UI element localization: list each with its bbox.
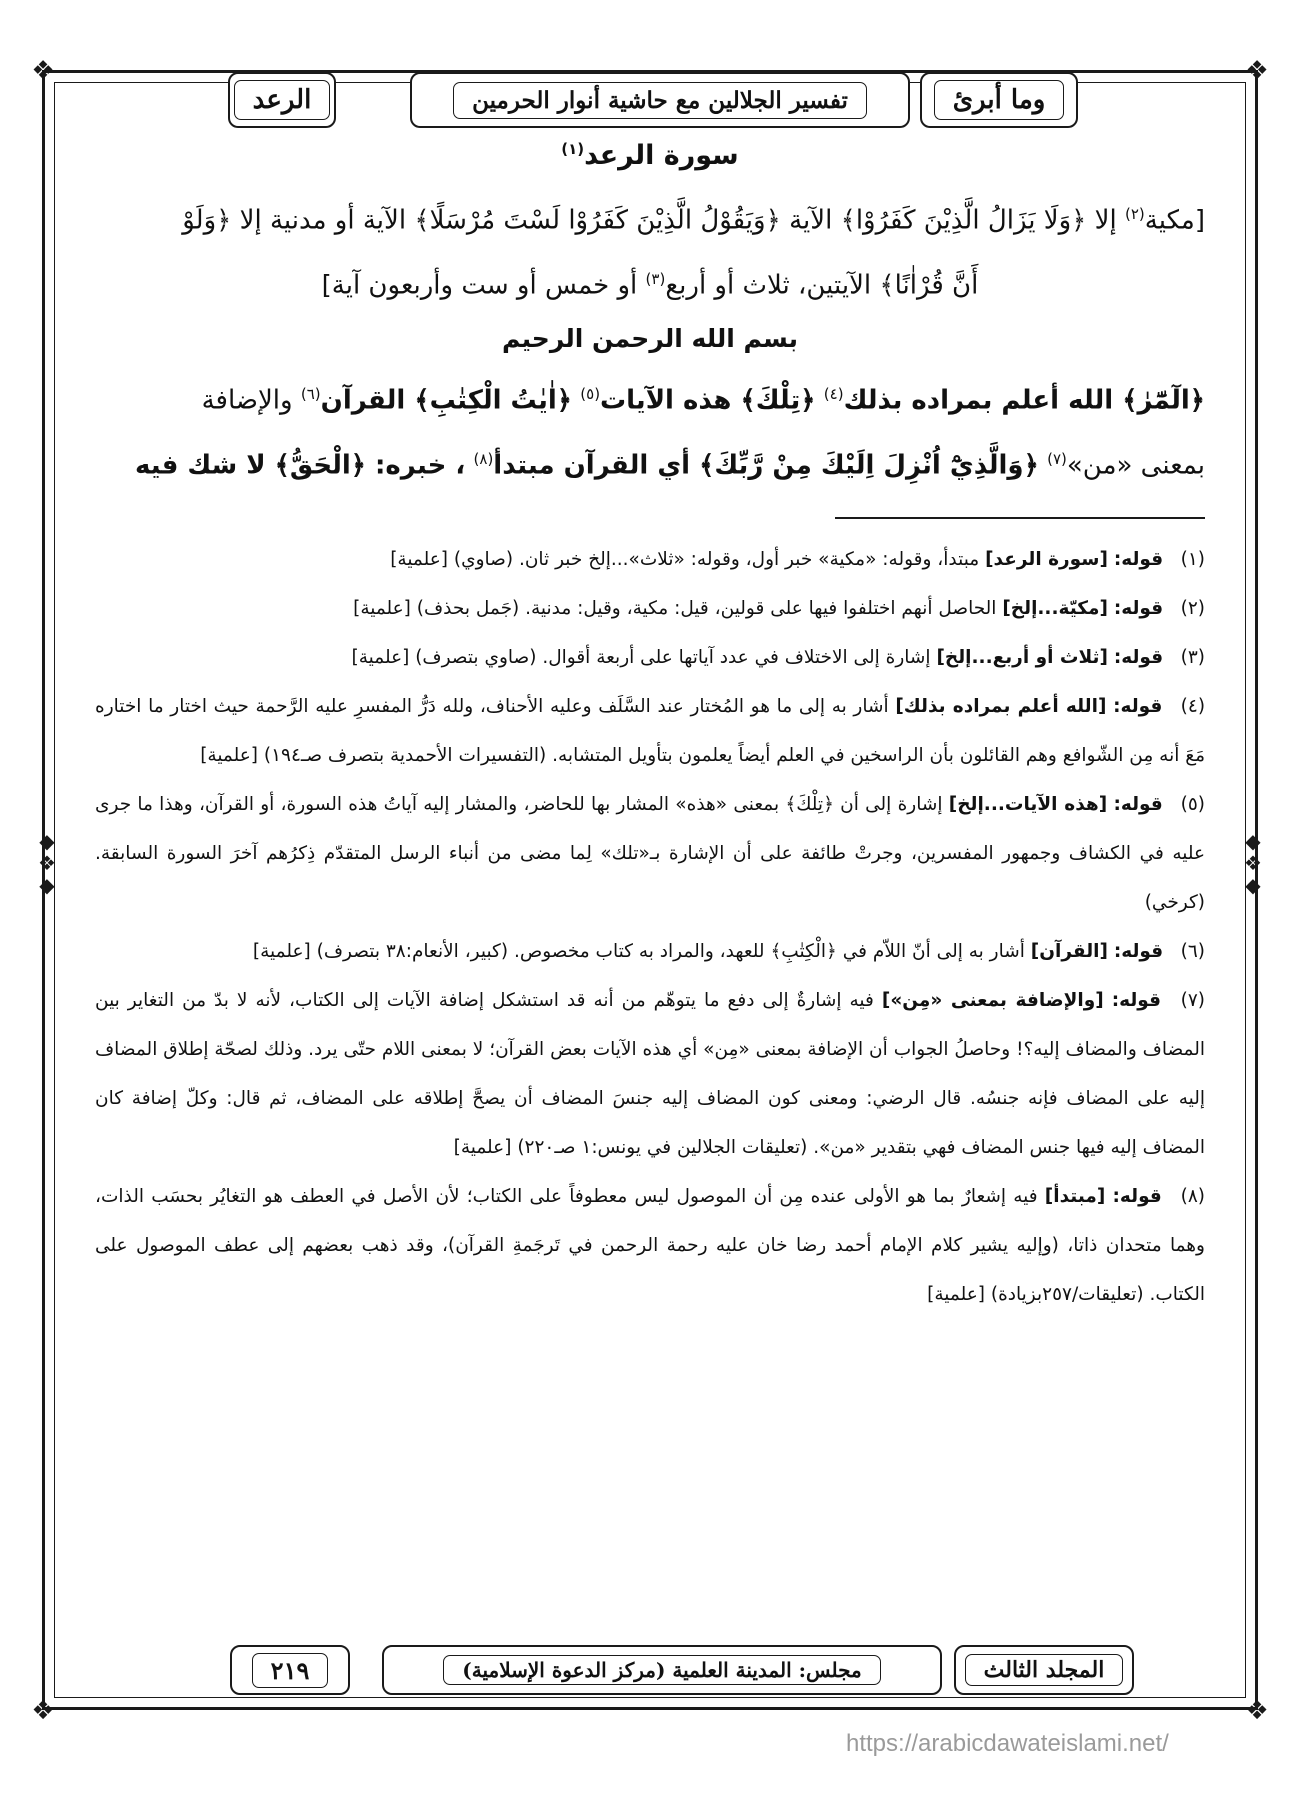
- page-number-box: [230, 1645, 350, 1695]
- header-juz-label: وما أبرئ: [934, 80, 1065, 120]
- watermark-url: https://arabicdawateislami.net/: [846, 1730, 1169, 1757]
- footnote-separator: [835, 517, 1205, 519]
- footnote: (٥) قوله: [هذه الآيات...إلخ] إشارة إلى أن ﴿تِلْكَ﴾ بمعنى «هذه» المشار بها للحاضر، والمشار إليه آياتُ هذه السورة، أو القرآن، وهذا ما جرى عليه في الكشاف وجمهور المفسرين، وجرتْ طائفة على أن الإشارة بـ«تلك» لِما مضى من أنباء الرسل المتقدّم ذِكرُهم آخرَ السورة السابقة. (كرخي): [95, 793, 1205, 913]
- basmala: بسم الله الرحمن الرحيم: [502, 324, 798, 354]
- publisher-label: مجلس: المدينة العلمية (مركز الدعوة الإسلامية): [443, 1655, 880, 1685]
- footnote: (٤) قوله: [الله أعلم بمراده بذلك] أشار به إلى ما هو المُختار عند السَّلَف وعليه الأحناف، ولله دَرُّ المفسرِ عليه الرَّحمة حيث اختار ما اختاره مَعَ أنه مِن الشّوافع وهم القائلون بأن الراسخين في العلم أيضاً يعلمون بتأويل المتشابه. (التفسيرات الأحمدية بتصرف صـ١٩٤) [علمية]: [95, 695, 1206, 766]
- footnote: (١) قوله: [سورة الرعد] مبتدأ، وقوله: «مكية» خبر أول، وقوله: «ثلاث»...إلخ خبر ثان. (صاوي) [علمية]: [390, 548, 1205, 570]
- footnote: (٣) قوله: [ثلاث أو أربع...إلخ] إشارة إلى الاختلاف في عدد آياتها على أربعة أقوال. (صاوي بتصرف) [علمية]: [351, 646, 1205, 668]
- header-juz-box: [920, 72, 1078, 128]
- main-text-line-4: بمعنى «من»$^{(٧)}$ ﴿وَالَّذِيْٓ اُنْزِلَ اِلَيْكَ مِنْ رَّبِّكَ﴾ أي القرآن مبتدأ$^{(٨)}$ ، خبره: ﴿الْحَقُّ﴾ لا شك فيه: [134, 449, 1205, 481]
- footnote: (٨) قوله: [مبتدأ] فيه إشعارٌ بما هو الأولى عنده مِن أن الموصول ليس معطوفاً على الكتاب؛ لأن الأصل في العطف هو التغايُر بحسَب الذات، وهما متحدان ذاتا، (وإليه يشير كلام الإمام أحمد رضا خان عليه رحمة الرحمن في تَرجَمةِ القرآن)، وقد ذهب بعضهم إلى عطف الموصول على الكتاب. (تعليقات/٢٥٧بزيادة) [علمية]: [95, 1185, 1205, 1305]
- main-text-line-1: [مكية$^{(٢)}$ إلا ﴿وَلَا يَزَالُ الَّذِيْنَ كَفَرُوْا﴾ الآية ﴿وَيَقُوْلُ الَّذِيْنَ كَفَرُوْا لَسْتَ مُرْسَلًا﴾ الآية أو مدنية إلا ﴿وَلَوْ: [182, 205, 1205, 236]
- header-book-title: تفسير الجلالين مع حاشية أنوار الحرمين: [453, 82, 867, 119]
- volume-box: [954, 1645, 1134, 1695]
- footnote: (٦) قوله: [القرآن] أشار به إلى أنّ اللاّم في ﴿الْكِتٰبِ﴾ للعهد، والمراد به كتاب مخصوص. (كبير، الأنعام:٣٨ بتصرف) [علمية]: [252, 940, 1205, 962]
- header-chapter-label: الرعد: [234, 80, 331, 120]
- side-ornament-icon: ◆ ❖ ◆: [1244, 829, 1262, 897]
- corner-ornament-icon: ❖: [1245, 56, 1269, 86]
- volume-label: المجلد الثالث: [965, 1654, 1124, 1686]
- side-ornament-icon: ◆ ❖ ◆: [38, 829, 56, 897]
- footnotes: [95, 535, 1205, 1319]
- main-text-line-2: أَنَّ قُرْاٰنًا﴾ الآيتين، ثلاث أو أربع$^{(٣)}$ أو خمس أو ست وأربعون آية]: [321, 269, 979, 301]
- sura-title: سورة الرعد$^{(١)}$: [561, 140, 739, 171]
- corner-ornament-icon: ❖: [1245, 1696, 1269, 1726]
- footnote: (٧) قوله: [والإضافة بمعنى «مِن»] فيه إشارةٌ إلى دفع ما يتوهّم من أنه قد استشكل إضافة الآيات إلى الكتاب، لأنه لا بدّ من التغاير بين المضاف والمضاف إليه؟! وحاصلُ الجواب أن الإضافة بمعنى «مِن» أي هذه الآيات بعض القرآن؛ لا بمعنى اللام حتّى يرد. وذلك لصحّة إطلاق المضاف إليه على المضاف فإنه جنسُه. قال الرضي: ومعنى كون المضاف إليه جنسَ المضاف أن يصحَّ إطلاقه على المضاف، ثم قال: وكلّ إضافة كان المضاف إليه فيها جنس المضاف فهي بتقدير «من». (تعليقات الجلالين في يونس:١ صـ٢٢٠) [علمية]: [95, 989, 1205, 1158]
- corner-ornament-icon: ❖: [31, 1696, 55, 1726]
- corner-ornament-icon: ❖: [31, 56, 55, 86]
- page-footer: [62, 1645, 1238, 1695]
- header-chapter-box: [228, 72, 336, 128]
- page-number: ٢١٩: [252, 1653, 329, 1688]
- footnote: (٢) قوله: [مكيّة...إلخ] الحاصل أنهم اختلفوا فيها على قولين، قيل: مكية، وقيل: مدنية. (جَمل بحذف) [علمية]: [353, 597, 1205, 619]
- header-book-title-box: [410, 72, 910, 128]
- main-text-line-3: ﴿الٓمّٓرٰ﴾ الله أعلم بمراده بذلك$^{(٤)}$ ﴿تِلْكَ﴾ هذه الآيات$^{(٥)}$ ﴿اٰيٰتُ الْكِتٰبِ﴾ القرآن$^{(٦)}$ والإضافة: [201, 385, 1205, 416]
- page-content: [95, 140, 1205, 1319]
- publisher-box: [382, 1645, 942, 1695]
